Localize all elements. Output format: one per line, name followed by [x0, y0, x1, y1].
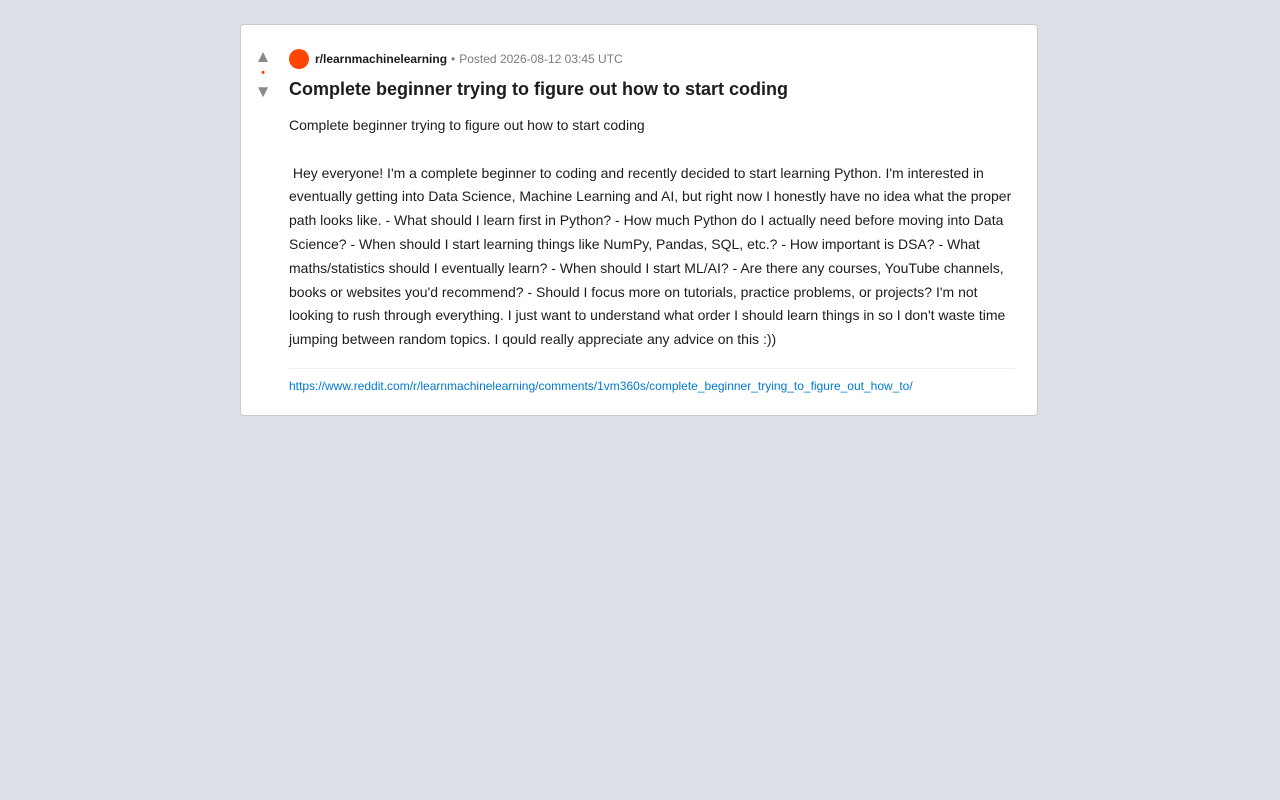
post-title[interactable]: Complete beginner trying to figure out how to start coding — [289, 79, 788, 99]
upvote-icon[interactable]: ▲ — [254, 47, 272, 66]
divider — [289, 368, 1015, 369]
meta-separator: • — [451, 52, 456, 66]
vote-column — [249, 47, 277, 102]
post-card — [240, 24, 1038, 416]
vote-score: • — [261, 67, 265, 79]
downvote-icon[interactable]: ▼ — [254, 82, 272, 101]
post-permalink[interactable]: https://www.reddit.com/r/learnmachinelearning/comments/1vm360s/complete_beginner_trying_to_figure_out_how_to/ — [289, 378, 913, 393]
post-date: Posted 2026-08-12 03:45 UTC — [459, 52, 623, 66]
subreddit-avatar[interactable] — [289, 49, 309, 69]
post-body: Complete beginner trying to figure out how to start coding Hey everyone! I'm a complete beginner to coding and recently decided to start learning Python. I'm interested in eventually getting into Data Science, Machine Learning and AI, but right now I honestly have no idea what the proper path looks like. - What should I learn first in Python? - How much Python do I actually need before moving into Data Science? - When should I start learning things like NumPy, Pandas, SQL, etc.? - How important is DSA? - What maths/statistics should I eventually learn? - When should I start ML/AI? - Are there any courses, YouTube channels, books or websites you'd recommend? - Should I focus more on tutorials, practice problems, or projects? I'm not looking to rush through everything. I just want to understand what order I should learn things in so I don't waste time jumping between random topics. I qould really appreciate any advice on this :)) — [289, 117, 1012, 348]
subreddit-name[interactable]: r/learnmachinelearning — [315, 52, 448, 66]
post-meta — [289, 49, 1015, 69]
post-content — [289, 49, 1015, 395]
